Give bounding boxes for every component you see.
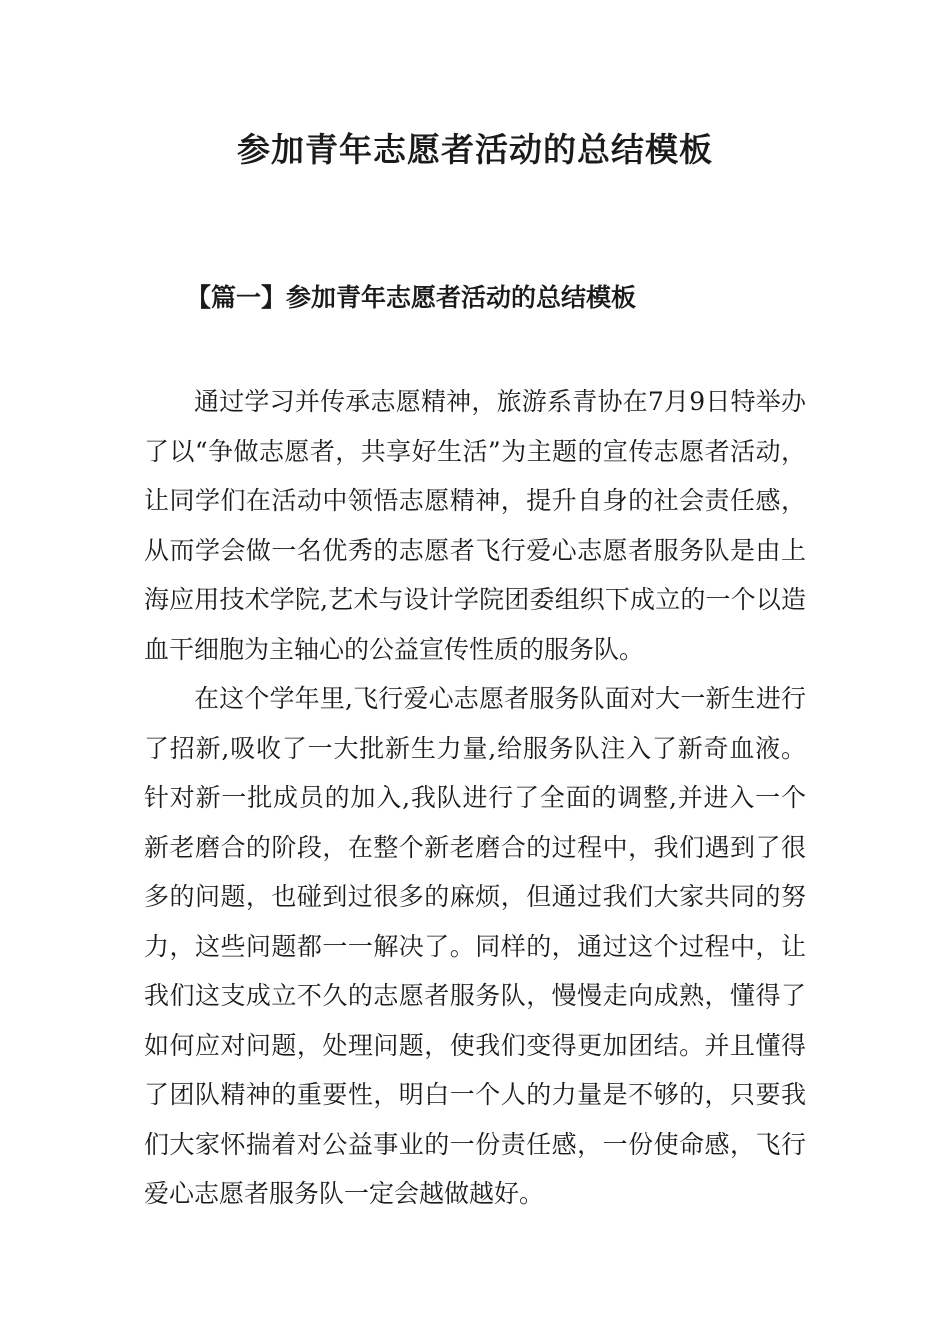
document-body (144, 377, 806, 1219)
document-title: 参加青年志愿者活动的总结模板 (237, 130, 713, 169)
body-paragraph-2: 在这个学年里,飞行爱心志愿者服务队面对大一新生进行了招新,吸收了一大批新生力量,给服务队注入了新奇血液。针对新一批成员的加入,我队进行了全面的调整,并进入一个新老磨合的阶段，在整个新老磨合的过程中，我们遇到了很多的问题，也碰到过很多的麻烦，但通过我们大家共同的努力，这些问题都一一解决了。同样的，通过这个过程中，让我们这支成立不久的志愿者服务队，慢慢走向成熟，懂得了如何应对问题，处理问题，使我们变得更加团结。并且懂得了团队精神的重要性，明白一个人的力量是不够的，只要我们大家怀揣着对公益事业的一份责任感，一份使命感，飞行爱心志愿者服务队一定会越做越好。 (144, 684, 806, 1208)
body-paragraph-1: 通过学习并传承志愿精神，旅游系青协在7月9日特举办了以“争做志愿者，共享好生活”为主题的宣传志愿者活动，让同学们在活动中领悟志愿精神，提升自身的社会责任感，从而学会做一名优秀的志愿者飞行爱心志愿者服务队是由上海应用技术学院,艺术与设计学院团委组织下成立的一个以造血干细胞为主轴心的公益宣传性质的服务队。 (144, 387, 806, 664)
section-heading: 【篇一】参加青年志愿者活动的总结模板 (186, 283, 637, 312)
